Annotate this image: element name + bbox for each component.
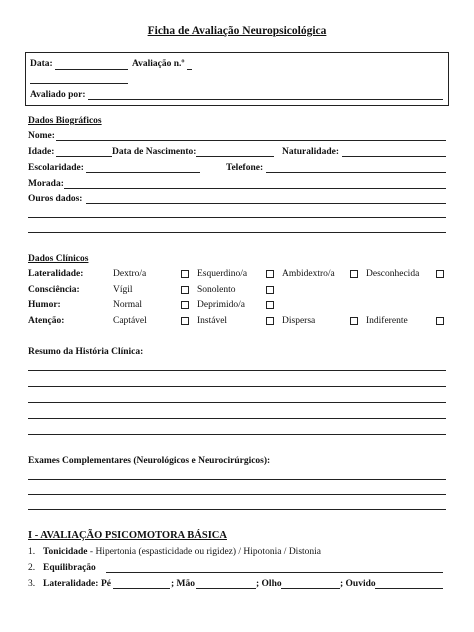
ouvido-field[interactable] bbox=[375, 588, 443, 589]
clinicos-heading: Dados Clínicos bbox=[28, 254, 89, 264]
idade-label: Idade: bbox=[28, 147, 55, 157]
checkbox-desconhecida[interactable] bbox=[436, 270, 444, 278]
telefone-label: Telefone: bbox=[226, 163, 264, 173]
outros-line-2[interactable] bbox=[28, 217, 446, 218]
item2-label: Equilibração bbox=[43, 563, 96, 573]
pe-label: Pé bbox=[101, 579, 112, 589]
option-normal: Normal bbox=[113, 300, 143, 310]
item3-number: 3. bbox=[28, 579, 36, 589]
historia-line-3[interactable] bbox=[28, 402, 446, 403]
option-dextro: Dextro/a bbox=[113, 269, 147, 279]
pe-field[interactable] bbox=[113, 588, 170, 589]
item1-options: - Hipertonia (espasticidade ou rigidez) / Hipotonia / Distonia bbox=[87, 547, 322, 557]
checkbox-vigil[interactable] bbox=[181, 286, 189, 294]
item1-number: 1. bbox=[28, 547, 36, 557]
lateralidade-label: Lateralidade: bbox=[28, 269, 84, 279]
exames-heading: Exames Complementares (Neurológicos e Neurocirúrgicos): bbox=[28, 456, 271, 466]
equilibracao-field[interactable] bbox=[106, 572, 443, 573]
secao-i-heading: I - AVALIAÇÃO PSICOMOTORA BÁSICA bbox=[28, 530, 227, 541]
header-box bbox=[25, 52, 449, 106]
option-deprimido: Deprimido/a bbox=[197, 300, 246, 310]
checkbox-dispersa[interactable] bbox=[350, 317, 358, 325]
historia-line-1[interactable] bbox=[28, 370, 446, 371]
atencao-label: Atenção: bbox=[28, 316, 65, 326]
historia-line-5[interactable] bbox=[28, 434, 446, 435]
item3-label: Lateralidade: bbox=[43, 579, 99, 589]
checkbox-normal[interactable] bbox=[181, 301, 189, 309]
checkbox-sonolento[interactable] bbox=[266, 286, 274, 294]
nome-field[interactable] bbox=[56, 140, 446, 141]
checkbox-dextro[interactable] bbox=[181, 270, 189, 278]
checkbox-ambidextro[interactable] bbox=[350, 270, 358, 278]
option-indiferente: Indiferente bbox=[366, 316, 408, 326]
naturalidade-label: Naturalidade: bbox=[282, 147, 339, 157]
date-label: Data: bbox=[30, 59, 53, 69]
outros-field[interactable] bbox=[86, 203, 446, 204]
historia-heading: Resumo da História Clínica: bbox=[28, 347, 144, 357]
avaliado-por-field[interactable] bbox=[88, 99, 443, 100]
option-desconhecida: Desconhecida bbox=[366, 269, 420, 279]
option-ambidextro: Ambidextro/a bbox=[282, 269, 335, 279]
nascimento-label: Data de Nascimento: bbox=[112, 147, 197, 157]
checkbox-deprimido[interactable] bbox=[266, 301, 274, 309]
historia-line-4[interactable] bbox=[28, 418, 446, 419]
morada-label: Morada: bbox=[28, 179, 64, 189]
option-vigil: Vígil bbox=[113, 285, 133, 295]
checkbox-captavel[interactable] bbox=[181, 317, 189, 325]
option-esquerdino: Esquerdino/a bbox=[197, 269, 248, 279]
telefone-field[interactable] bbox=[266, 172, 446, 173]
option-dispersa: Dispersa bbox=[282, 316, 316, 326]
escolaridade-label: Escolaridade: bbox=[28, 163, 84, 173]
outros-line-3[interactable] bbox=[28, 232, 446, 233]
checkbox-indiferente[interactable] bbox=[436, 317, 444, 325]
nome-label: Nome: bbox=[28, 131, 55, 141]
humor-label: Humor: bbox=[28, 300, 61, 310]
nascimento-field[interactable] bbox=[196, 156, 274, 157]
escolaridade-field[interactable] bbox=[86, 172, 200, 173]
date-extra-line[interactable] bbox=[30, 83, 128, 84]
outros-label: Ouros dados: bbox=[28, 194, 83, 204]
morada-field[interactable] bbox=[64, 188, 446, 189]
avaliacao-field[interactable] bbox=[187, 69, 192, 70]
olho-field[interactable] bbox=[281, 588, 340, 589]
olho-label: ; Olho bbox=[256, 579, 282, 589]
naturalidade-field[interactable] bbox=[342, 156, 446, 157]
mao-field[interactable] bbox=[196, 588, 256, 589]
item1-label: Tonicidade bbox=[43, 547, 88, 557]
exames-line-3[interactable] bbox=[28, 509, 446, 510]
option-sonolento: Sonolento bbox=[197, 285, 236, 295]
idade-field[interactable] bbox=[56, 156, 112, 157]
historia-line-2[interactable] bbox=[28, 386, 446, 387]
date-field[interactable] bbox=[55, 69, 128, 70]
avaliacao-label: Avaliação n.º bbox=[132, 59, 185, 69]
avaliado-por-label: Avaliado por: bbox=[30, 90, 86, 100]
item1-text bbox=[43, 547, 321, 557]
mao-label: ; Mão bbox=[171, 579, 196, 589]
biograficos-heading: Dados Biográficos bbox=[28, 116, 102, 126]
item2-number: 2. bbox=[28, 563, 36, 573]
checkbox-instavel[interactable] bbox=[266, 317, 274, 325]
checkbox-esquerdino[interactable] bbox=[266, 270, 274, 278]
consciencia-label: Consciência: bbox=[28, 285, 80, 295]
ouvido-label: ; Ouvido bbox=[340, 579, 376, 589]
exames-line-2[interactable] bbox=[28, 494, 446, 495]
option-captavel: Captável bbox=[113, 316, 147, 326]
document-title: Ficha de Avaliação Neuropsicológica bbox=[147, 25, 327, 37]
option-instavel: Instável bbox=[197, 316, 228, 326]
exames-line-1[interactable] bbox=[28, 479, 446, 480]
